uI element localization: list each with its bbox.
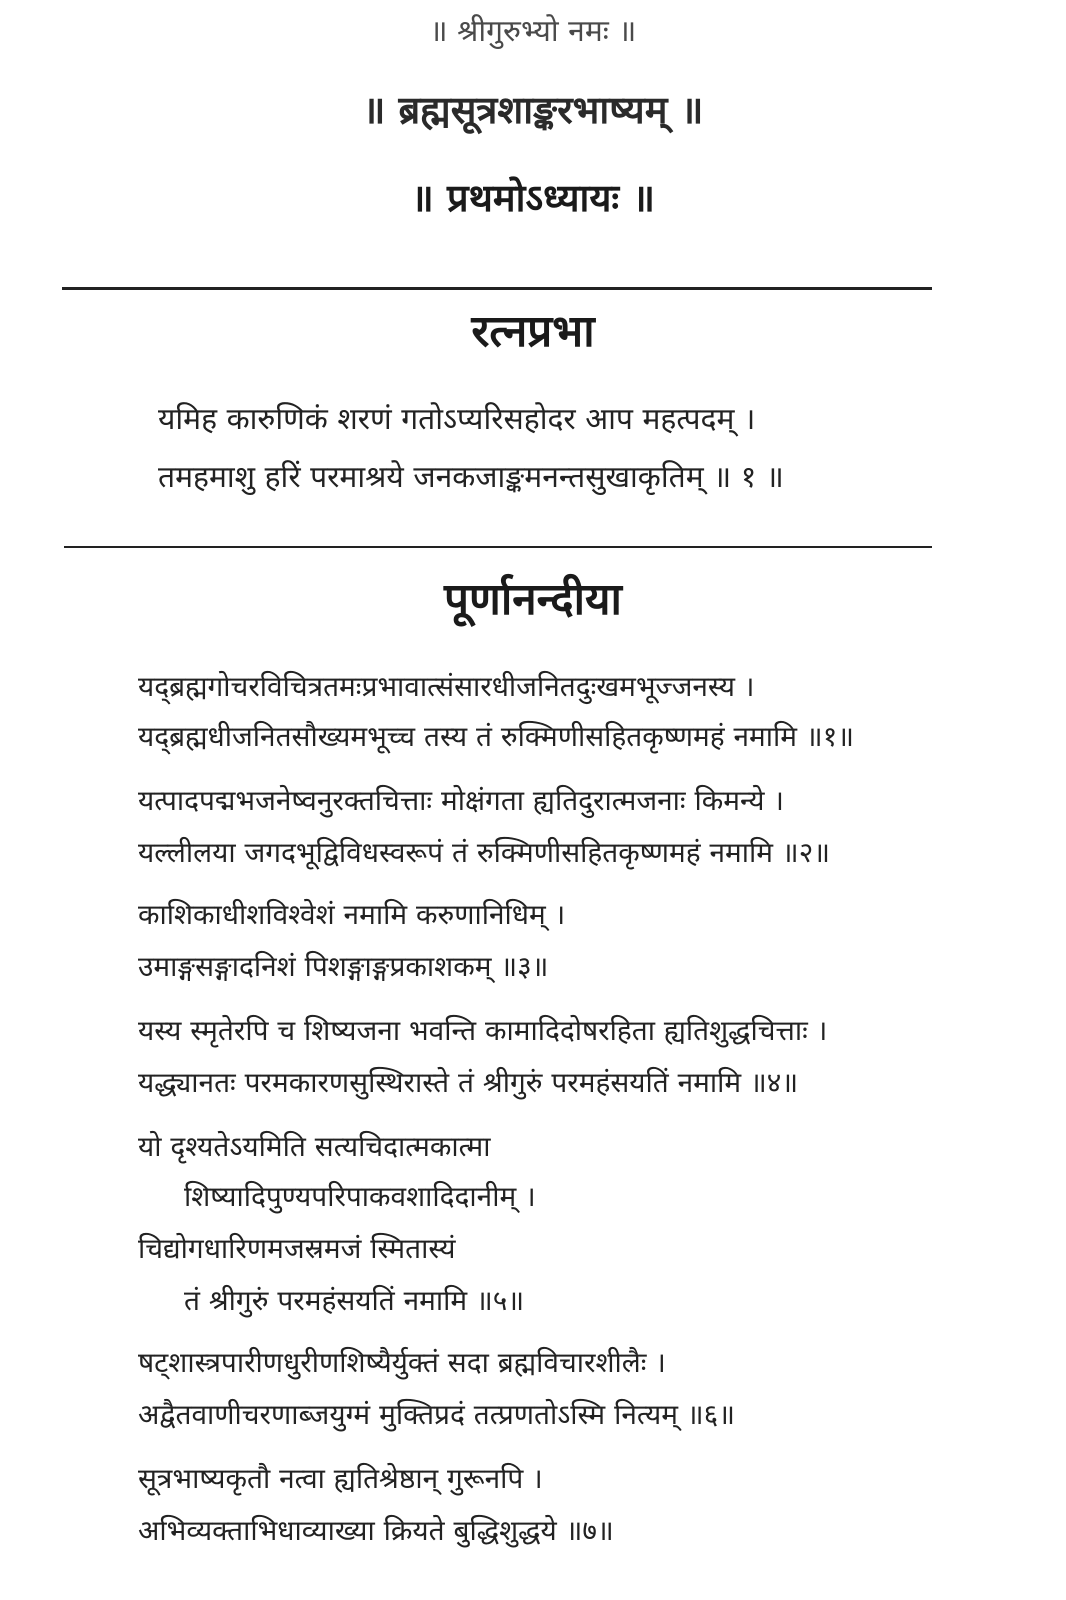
verse-7-line-1: सूत्रभाष्यकृतौ नत्वा ह्यतिश्रेष्ठान् गुरूनपि । (138, 1462, 543, 1495)
divider-middle (64, 546, 932, 548)
verse-7-line-2: अभिव्यक्ताभिधाव्याख्या क्रियते बुद्धिशुद्धये ॥७॥ (138, 1514, 614, 1547)
verse-5-line-2: शिष्यादिपुण्यपरिपाकवशादिदानीम् । (184, 1180, 536, 1213)
verse-6-line-1: षट्शास्त्रपारीणधुरीणशिष्यैर्युक्तं सदा ब्रह्मविचारशीलैः । (138, 1346, 666, 1379)
verse-2-line-2: यल्लीलया जगदभूद्विविधस्वरूपं तं रुक्मिणीसहितकृष्णमहं नमामि ॥२॥ (138, 836, 831, 869)
verse-5-line-3: चिद्योगधारिणमजस्रमजं स्मितास्यं (138, 1232, 456, 1265)
ratnaprabha-heading: रत्नप्रभा (471, 306, 595, 357)
chapter-title: ॥ प्रथमोऽध्यायः ॥ (410, 176, 656, 220)
verse-4-line-1: यस्य स्मृतेरपि च शिष्यजना भवन्ति कामादिदोषरहिता ह्यतिशुद्धचित्ताः । (138, 1014, 828, 1047)
purnanandiya-heading: पूर्णानन्दीया (444, 574, 622, 625)
text-title: ॥ ब्रह्मसूत्रशाङ्करभाष्यम् ॥ (362, 88, 704, 132)
verse-5-line-1: यो दृश्यतेऽयमिति सत्यचिदात्मकात्मा (138, 1130, 491, 1163)
verse-3-line-2: उमाङ्गसङ्गादनिशं पिशङ्गाङ्गप्रकाशकम् ॥३॥ (138, 950, 549, 983)
verse-2-line-1: यत्पादपद्मभजनेष्वनुरक्तचित्ताः मोक्षंगता ह्यतिदुरात्मजनाः किमन्ये । (138, 784, 785, 817)
ratnaprabha-verse-line-1: यमिह कारुणिकं शरणं गतोऽप्यरिसहोदर आप महत्पदम् । (158, 402, 756, 437)
invocation: ॥ श्रीगुरुभ्यो नमः ॥ (429, 14, 637, 49)
verse-1-line-1: यद्ब्रह्मगोचरविचित्रतमःप्रभावात्संसारधीजनितदुःखमभूज्जनस्य । (138, 670, 755, 703)
verse-6-line-2: अद्वैतवाणीचरणाब्जयुग्मं मुक्तिप्रदं तत्प्रणतोऽस्मि नित्यम् ॥६॥ (138, 1398, 735, 1431)
verse-5-line-4: तं श्रीगुरुं परमहंसयतिं नमामि ॥५॥ (184, 1284, 525, 1317)
divider-top (62, 287, 932, 290)
ratnaprabha-verse-line-2: तमहमाशु हरिं परमाश्रये जनकजाङ्कमनन्तसुखाकृतिम् ॥ १ ॥ (158, 460, 784, 495)
verse-3-line-1: काशिकाधीशविश्वेशं नमामि करुणानिधिम् । (138, 898, 566, 931)
verse-4-line-2: यद्ध्यानतः परमकारणसुस्थिरास्ते तं श्रीगुरुं परमहंसयतिं नमामि ॥४॥ (138, 1066, 799, 1099)
verse-1-line-2: यद्ब्रह्मधीजनितसौख्यमभूच्च तस्य तं रुक्मिणीसहितकृष्णमहं नमामि ॥१॥ (138, 720, 855, 753)
